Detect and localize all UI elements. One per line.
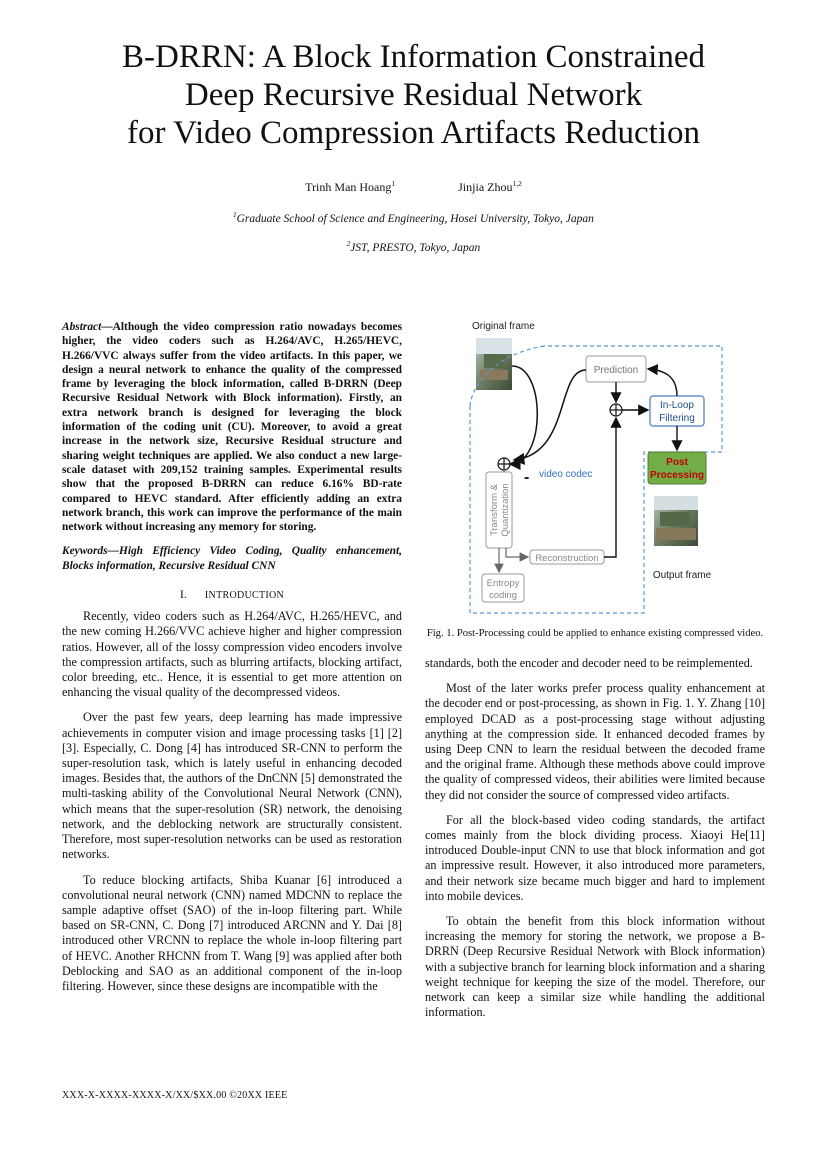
- section-heading-introduction: I. INTRODUCTION: [179, 587, 285, 602]
- original-frame-label: Original frame: [472, 321, 535, 332]
- output-frame-image: [654, 496, 698, 546]
- sum-node-left: [498, 458, 510, 470]
- prediction-label: Prediction: [593, 365, 639, 376]
- author-1: Trinh Man Hoang$^1$: [305, 179, 396, 194]
- abstract: Abstract—Although the video compression ratio nowadays becomes higher, the video coders such as H.264/AVC, H.265/HEVC, H.266/VVC always suffer from the video artifacts. In this paper, we design a neural network to enhance the quality of the compressed frame by leveraging the block information, called B-DRRN (Deep Recursive Residual Network with Block information). Firstly, an extra network branch is designed for leveraging the block information of the coding unit (CU). Moreover, to avoid a great increase in the network size, Recursive Residual structure and sharing weight techniques are applied. We also conduct a new large-scale dataset with 209,152 training samples. Experimental results show that the proposed B-DRRN can reduce 6.16% BD-rate compared to HEVC standard. After efficiently adding an extra network branch, this work can improve the performance of the main network without increasing any memory for storing.: [62, 321, 402, 534]
- copyright-footer: XXX-X-XXXX-XXXX-X/XX/$XX.00 ©20XX IEEE: [62, 1090, 288, 1101]
- svg-text:In-Loop: In-Loop: [660, 400, 694, 411]
- figure-1-caption: Fig. 1. Post-Processing could be applied to enhance existing compressed video.: [426, 628, 764, 639]
- reconstruction-label: Reconstruction: [535, 553, 599, 564]
- svg-text:Processing: Processing: [650, 470, 704, 481]
- intro-paragraph-2: Over the past few years, deep learning has made impressive achievements in computer vision and image processing tasks [1] [2] [3]. Especially, C. Dong [4] has introduced SR-CNN to perform the super-resolution task, which is lately useful in enhancing decoded images. Besides that, the authors of the DnCNN [5] demonstrated the multi-tasking ability of the Convolutional Neural Network (CNN), which means that the super-resolution (SR) network, the denoising network, and the deblocking network are structurally consistent. Therefore, most super-resolution networks can be used as restoration networks.: [62, 710, 402, 862]
- svg-text:Quantization: Quantization: [500, 483, 511, 537]
- title-line-1: B-DRRN: A Block Information Constrained: [122, 39, 705, 75]
- svg-text:coding: coding: [489, 590, 517, 601]
- figure-1-diagram: [436, 314, 736, 620]
- author-list: [0, 179, 827, 195]
- svg-text:Entropy: Entropy: [486, 578, 520, 589]
- title-line-3: for Video Compression Artifacts Reduction: [127, 115, 700, 151]
- sum-node-right: [610, 404, 622, 416]
- author-2: Jinjia Zhou$^{1,2}$: [458, 179, 522, 194]
- minus-sign: -: [524, 469, 530, 486]
- left-column: [62, 320, 402, 1004]
- output-frame-label: Output frame: [652, 570, 712, 581]
- right-paragraph-2: Most of the later works prefer process quality enhancement at the decoder end or post-processing, as shown in Fig. 1. Y. Zhang [10] employed DCAD as a post-processing stage without adjusting anything at the compression side. It enhanced decoded frames by using Deep CNN to learn the residual between the decoded frame and the original frame. Although these methods above could improve the quality of compressed videos, their abilities were limited because they did not consider the source of compressed video artifacts.: [425, 681, 765, 802]
- right-paragraph-4: To obtain the benefit from this block information without increasing the memory for storing the network, we propose a B-DRRN (Deep Recursive Residual Network with Block information) with a subjective branch for learning block information and a sharing weight technique for keeping the size of the model. Therefore, our network can keep a similar size while handling the additional information.: [425, 914, 765, 1020]
- title-line-2: Deep Recursive Residual Network: [184, 77, 643, 113]
- svg-text:Transform &: Transform &: [489, 484, 500, 536]
- video-codec-label: video codec: [539, 469, 593, 480]
- affiliation-2: $^2$JST, PRESTO, Tokyo, Japan: [346, 240, 481, 254]
- right-column: [425, 656, 765, 1030]
- right-paragraph-3: For all the block-based video coding standards, the artifact comes mainly from the block dividing process. Xiaoyi He[11] introduced Double-input CNN to use that block information and got an impressive result. However, it also introduced more parameters, and their network size became much bigger and hard to implement into mobile devices.: [425, 812, 765, 903]
- keywords: Keywords—High Efficiency Video Coding, Quality enhancement, Blocks information, Recursive Residual CNN: [62, 545, 402, 572]
- right-paragraph-1: standards, both the encoder and decoder need to be reimplemented.: [425, 656, 753, 670]
- paper-title: [40, 38, 787, 152]
- intro-paragraph-1: Recently, video coders such as H.264/AVC, H.265/HEVC, and the new coming H.266/VVC achieve higher and higher compression ratios. However, all of the lossy compression video encoders involve the compression artifacts, such as blurring artifacts, blocking artifact, color breeding, etc.. Hence, it is essential to get more attention on enhancing the visual quality of the decompressed videos.: [62, 609, 402, 700]
- svg-text:Filtering: Filtering: [659, 413, 695, 424]
- intro-paragraph-3: To reduce blocking artifacts, Shiba Kuanar [6] introduced a convolutional neural network (CNN) named MDCNN to replace the sample adaptive offset (SAO) of the in-loop filtering part. While based on SR-CNN, C. Dong [7] introduced ARCNN and Y. Dai [8] introduced other VRCNN to replace the whole in-loop filtering part of HEVC. Another RHCNN from T. Wang [9] was applied after both Deblocking and SAO as an additional component of the in-loop filtering. However, since these designs are incompatible with the: [62, 872, 402, 993]
- original-frame-image: [476, 338, 512, 390]
- affiliation-1: $^1$Graduate School of Science and Engineering, Hosei University, Tokyo, Japan: [233, 211, 594, 225]
- svg-text:Post: Post: [666, 457, 688, 468]
